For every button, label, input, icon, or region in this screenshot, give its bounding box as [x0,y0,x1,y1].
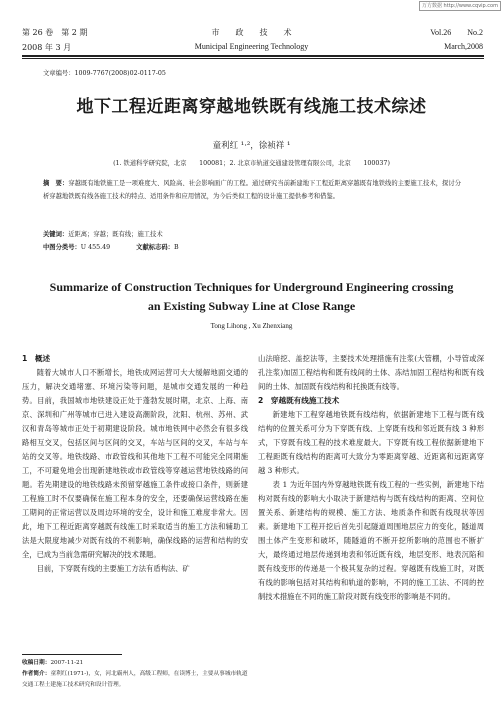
classification-value: U 455.49 [80,244,111,251]
header-journal-cn: 市 政 技 术 [211,28,292,37]
section1-heading: 1 概述 [22,354,51,363]
watermark: 万方数据 http://www.cqvip.com [419,1,501,11]
right-paragraph-3: 表 1 为近年国内外穿越地铁既有线工程的一些实例，新建地下结构对既有线的影响大小取决于新建结构与既有线结构的距离、空间位置关系、新建结构的规模、施工方法、地质条件和既有线现状等因素。新建地下工程开挖后首先引起隧道周围地层应力的变化，隧道周围土体产生变形和破坏，随隧道的不断开挖所影响的范围也不断扩大，最终通过地层传递到地表和邻近既有线，地层变形、地表沉陷和既有线变形的传递是一个极其复杂的过程。穿越既有线施工时，对既有线的影响包括对其结构和轨道的影响，不同的施工工法、不同的控制技术措施在不同的施工阶段对既有线变形的影响是不同的。 [258,480,484,601]
keywords [43,229,163,238]
right-paragraph-2: 新建地下工程穿越地铁既有线结构，依据新建地下工程与既有线结构的位置关系可分为下穿既有线、上穿既有线和邻近既有线 3 种形式，下穿既有线工程的技术难度最大。下穿既有线工程依据新建地下工程距既有线结构的距离可大致分为零距离穿越、近距离和远距离穿越 3 种形式。 [258,410,484,475]
left-column [22,352,248,576]
left-paragraph-1: 随着大城市人口不断增长，地铁成网运营可大大缓解地面交通的压力，解决交通堵塞、环境污染等问题，是城市交通发展的一种趋势。目前，我国城市地铁建设正处于蓬勃发展时期，北京、上海、南京、深圳和广州等城市已进入建设高潮阶段，沈阳、杭州、苏州、武汉和青岛等城市正处于初期建设阶段。城市地铁网中必然会有很多线路相互交叉，包括区间与区间的交叉，车站与区间的交叉，车站与车站的交叉等。地铁线路、市政管线和其他地下工程不可能完全同期施工，不可避免地会出现新建地铁或市政管线等穿越运营地铁线路的问题。若先期建设的地铁线路未预留穿越施工条件或接口条件，则新建工程施工时不仅要确保在施工程本身的安全，还要确保运营线路在施工期间的正常运营以及周边环境的安全，设计和施工难度非常大。因此，地下工程近距离穿越既有线施工时采取适当的施工方法和辅助工法是大限度地减少对既有线的不利影响，确保线路的运营和结构的安全，已成为当前急需研究解决的技术课题。 [22,368,248,559]
footnote [22,658,248,691]
right-column [258,352,484,604]
header-date-cn: 2008 年 3 月 [22,43,72,52]
doc-code-value: B [173,244,179,251]
authors: 童利红 ¹·²，徐祯祥 ¹ [212,141,291,151]
classification-label: 中图分类号： [43,244,81,251]
abstract-label: 摘 要： [43,180,69,187]
affiliation: (1. 铁道科学研究院，北京 100081；2. 北京市轨道交通建设管理有限公司，北京 100037) [113,160,390,167]
author-bio-text: 童利红(1971-)，女，河北霸州人，高级工程师，在读博士，主要从事城市轨道交通工程土建施工技术研究和设计管理。 [22,671,248,688]
keywords-text: 近距离；穿越；既有线；施工技术 [68,231,163,238]
left-paragraph-2: 目前，下穿既有线的主要施工方法有盾构法、矿 [36,564,190,573]
english-authors: Tong Lihong , Xu Zhenxiang [210,322,293,330]
article-number: 文章编号：1009-7767(2008)02-0117-05 [43,70,166,77]
footnote-rule [22,654,122,655]
header-volume: 第 26 卷 第 2 期 [22,28,88,37]
header-date-en: March,2008 [444,42,483,51]
author-bio-label: 作者简介： [22,671,51,677]
received-date: 2007-11-21 [50,660,84,666]
received-label: 收稿日期： [22,660,51,666]
classification [43,242,343,251]
english-title-line2: an Existing Subway Line at Close Range [147,299,356,313]
paper-title: 地下工程近距离穿越地铁既有线施工技术综述 [76,97,427,117]
right-paragraph-1: 山法暗挖、盖挖法等，主要技术处理措施有注浆(大管棚，小导管或深孔注浆)加固工程结构和既有线间的土体、冻结加固工程结构和既有线间的土体、加固既有线结构和托换既有线等。 [258,354,484,391]
abstract-text: 穿越既有地铁施工是一项难度大、风险高、社会影响面广的工程。通过研究当前新建地下工程近距离穿越既有地铁线的主要施工技术，探讨分析穿越地铁既有线各施工技术的特点、适用条件和应用情况，为今后类似工程的设计施工提供参考和借鉴。 [43,180,462,200]
section2-heading: 2 穿越既有线施工技术 [258,396,340,405]
english-title [40,278,463,316]
header-volume-en: Vol.26 No.2 [430,28,483,37]
abstract [43,178,461,203]
header-journal-en: Municipal Engineering Technology [194,42,309,51]
keywords-label: 关键词： [43,231,69,238]
header-rule-thick [22,55,484,57]
doc-code-label: 文献标志码： [136,244,174,251]
header-rule-thin [22,58,484,59]
english-title-line1: Summarize of Construction Techniques for Underground Engineering crossing [49,280,454,294]
